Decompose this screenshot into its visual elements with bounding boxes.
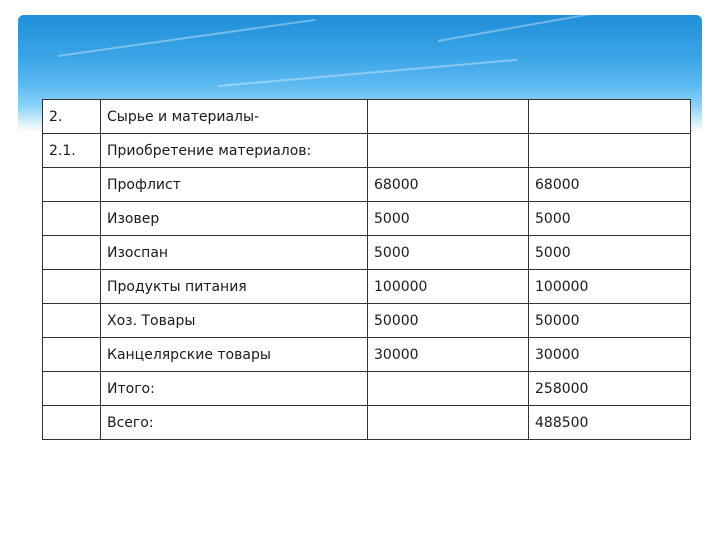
row-number [43,236,101,270]
row-value-1 [368,372,529,406]
row-value-2: 68000 [529,168,691,202]
row-value-1 [368,406,529,440]
table-row [43,236,691,270]
row-number: 2. [43,100,101,134]
row-name: Канцелярские товары [101,338,368,372]
row-value-2 [529,100,691,134]
row-number [43,202,101,236]
row-value-2: 30000 [529,338,691,372]
row-name: Сырье и материалы- [101,100,368,134]
row-value-1 [368,100,529,134]
table-row [43,134,691,168]
row-name: Продукты питания [101,270,368,304]
banner-streak [58,19,316,57]
row-value-2: 488500 [529,406,691,440]
row-number: 2.1. [43,134,101,168]
row-number [43,304,101,338]
row-name: Всего: [101,406,368,440]
row-value-1: 5000 [368,202,529,236]
row-name: Хоз. Товары [101,304,368,338]
row-number [43,270,101,304]
row-name: Изоспан [101,236,368,270]
row-value-2: 5000 [529,202,691,236]
row-value-1: 100000 [368,270,529,304]
table-row [43,270,691,304]
row-value-1: 5000 [368,236,529,270]
table-row [43,406,691,440]
table-row [43,100,691,134]
table-row [43,304,691,338]
table-row [43,202,691,236]
row-number [43,338,101,372]
table-row [43,338,691,372]
row-value-2: 258000 [529,372,691,406]
banner-streak [438,15,675,42]
row-value-1: 68000 [368,168,529,202]
row-value-2: 5000 [529,236,691,270]
row-value-2: 50000 [529,304,691,338]
row-value-2: 100000 [529,270,691,304]
row-number [43,406,101,440]
banner-streak [218,59,517,87]
row-value-1: 30000 [368,338,529,372]
row-name: Профлист [101,168,368,202]
table-row [43,372,691,406]
table-row [43,168,691,202]
row-value-1: 50000 [368,304,529,338]
row-value-2 [529,134,691,168]
row-name: Итого: [101,372,368,406]
row-name: Приобретение материалов: [101,134,368,168]
row-number [43,372,101,406]
row-number [43,168,101,202]
row-value-1 [368,134,529,168]
materials-table [42,99,691,440]
row-name: Изовер [101,202,368,236]
